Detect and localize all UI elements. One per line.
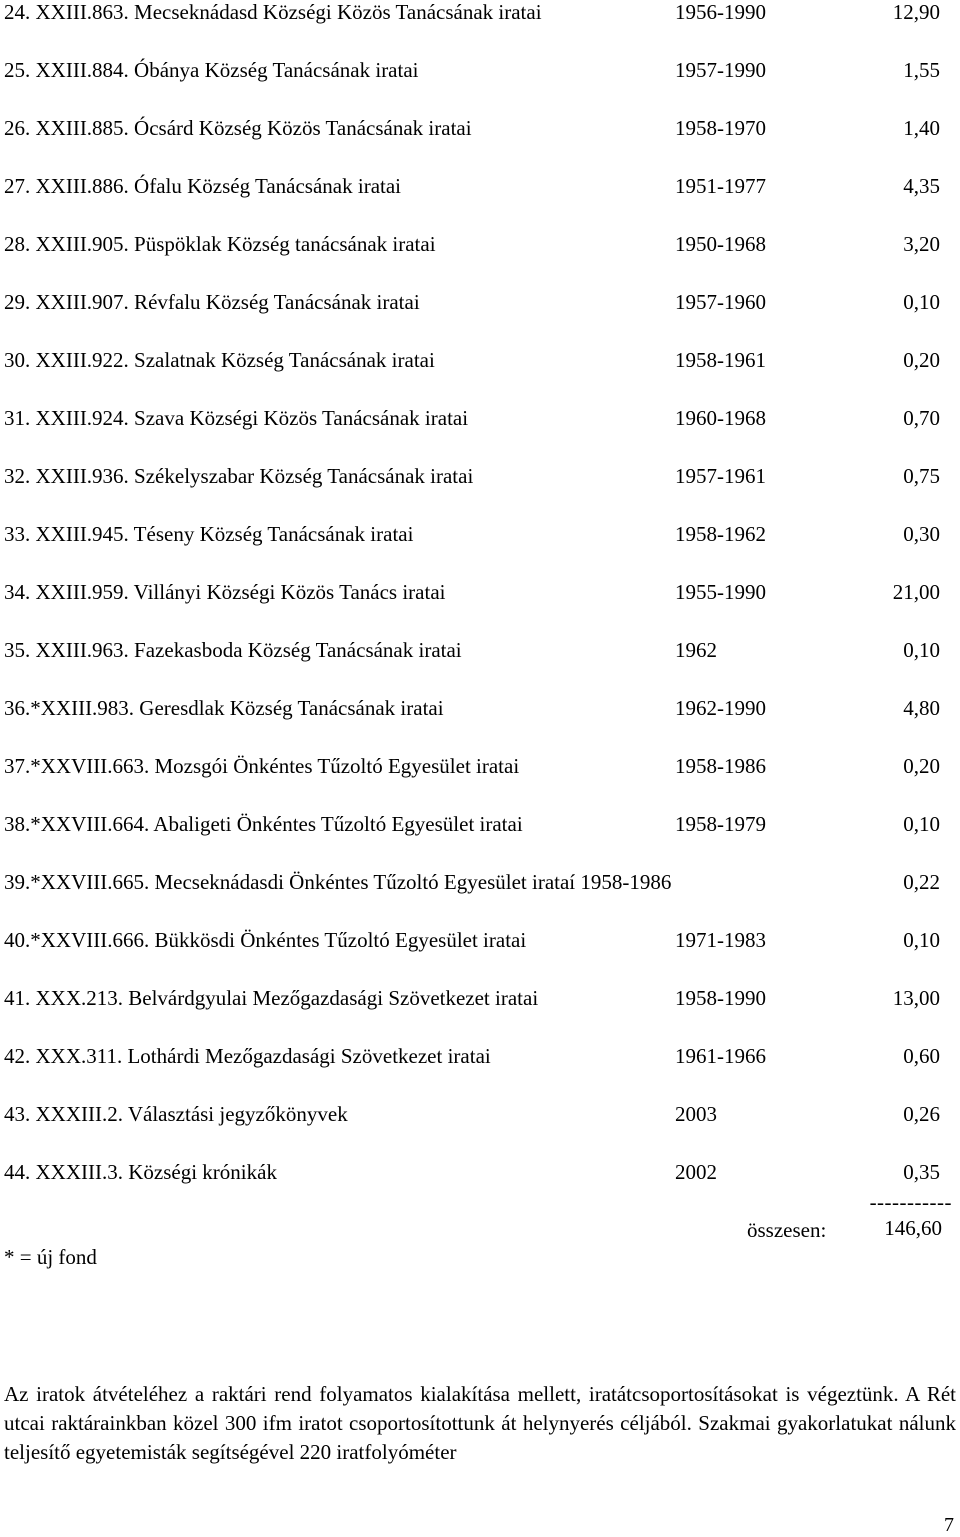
- record-amount: 4,80: [903, 696, 940, 720]
- record-title: 42. XXX.311. Lothárdi Mezőgazdasági Szövetkezet iratai: [4, 1044, 491, 1068]
- record-years: 1958-1970: [675, 116, 766, 140]
- record-title: 35. XXIII.963. Fazekasboda Község Tanácsának iratai: [4, 638, 462, 662]
- record-years: 1960-1968: [675, 406, 766, 430]
- list-item: [0, 635, 960, 665]
- record-years: 2002: [675, 1160, 717, 1184]
- list-item: [0, 751, 960, 781]
- list-item: [0, 0, 960, 27]
- record-years: 1958-1986: [675, 754, 766, 778]
- record-title: 33. XXIII.945. Téseny Község Tanácsának iratai: [4, 522, 414, 546]
- list-item: [0, 983, 960, 1013]
- record-amount: 13,00: [892, 986, 940, 1010]
- record-years: 1958-1979: [675, 812, 766, 836]
- body-paragraph: Az iratok átvételéhez a raktári rend folyamatos kialakítása mellett, iratátcsoportosításokat is végeztünk. A Rét utcai raktárainkban közel 300 ifm iratot csoportosítottunk át helynyerés céljából. Szakmai gyakorlatukat nálunk teljesítő egyetemisták segítségével 220 iratfolyóméter: [4, 1382, 956, 1464]
- record-title: 24. XXIII.863. Mecseknádasd Községi Közös Tanácsának iratai: [4, 0, 542, 24]
- list-item: [0, 693, 960, 723]
- record-title: 34. XXIII.959. Villányi Községi Közös Tanács iratai: [4, 580, 446, 604]
- legend-note: * = új fond: [4, 1245, 97, 1269]
- record-amount: 0,60: [903, 1044, 940, 1068]
- list-item: [0, 809, 960, 839]
- record-amount: 12,90: [892, 0, 940, 24]
- list-item: [0, 55, 960, 85]
- record-amount: 3,20: [903, 232, 940, 256]
- record-title: 38.*XXVIII.664. Abaligeti Önkéntes Tűzoltó Egyesület iratai: [4, 812, 523, 836]
- record-amount: 0,20: [903, 754, 940, 778]
- list-item: [0, 577, 960, 607]
- list-item: [0, 461, 960, 491]
- record-title: 29. XXIII.907. Révfalu Község Tanácsának iratai: [4, 290, 420, 314]
- record-amount: 0,10: [903, 638, 940, 662]
- page-number: 7: [944, 1514, 954, 1536]
- record-title: 27. XXIII.886. Ófalu Község Tanácsának iratai: [4, 174, 402, 198]
- list-item: [0, 925, 960, 955]
- record-years: 1950-1968: [675, 232, 766, 256]
- record-title: 43. XXXIII.2. Választási jegyzőkönyvek: [4, 1102, 348, 1126]
- record-years: 1957-1960: [675, 290, 766, 314]
- list-item: [0, 113, 960, 143]
- record-years: 1962: [675, 638, 717, 662]
- record-amount: 0,20: [903, 348, 940, 372]
- total-label: összesen:: [747, 1218, 827, 1242]
- record-title: 28. XXIII.905. Püspöklak Község tanácsának iratai: [4, 232, 436, 256]
- list-item: [0, 867, 960, 897]
- record-amount: 0,22: [903, 870, 940, 894]
- record-years: 2003: [675, 1102, 717, 1126]
- record-title: 26. XXIII.885. Ócsárd Község Közös Tanácsának iratai: [4, 116, 472, 140]
- record-title: 41. XXX.213. Belvárdgyulai Mezőgazdasági Szövetkezet iratai: [4, 986, 539, 1010]
- record-years: 1958-1990: [675, 986, 766, 1010]
- record-title: 30. XXIII.922. Szalatnak Község Tanácsának iratai: [4, 348, 435, 372]
- record-amount: 0,26: [903, 1102, 940, 1126]
- list-item: [0, 1099, 960, 1129]
- record-amount: 0,10: [903, 812, 940, 836]
- record-title: 44. XXXIII.3. Községi krónikák: [4, 1160, 277, 1184]
- record-amount: 0,75: [903, 464, 940, 488]
- record-amount: 4,35: [903, 174, 940, 198]
- list-item: [0, 403, 960, 433]
- record-years: 1955-1990: [675, 580, 766, 604]
- record-amount: 1,40: [903, 116, 940, 140]
- record-years: 1957-1990: [675, 58, 766, 82]
- record-title: 39.*XXVIII.665. Mecseknádasdi Önkéntes Tűzoltó Egyesület irataí 1958-1986: [4, 870, 672, 894]
- record-amount: 1,55: [903, 58, 940, 82]
- record-amount: 0,10: [903, 290, 940, 314]
- record-years: 1958-1962: [675, 522, 766, 546]
- record-amount: 21,00: [892, 580, 940, 604]
- list-item: [0, 345, 960, 375]
- record-title: 36.*XXIII.983. Geresdlak Község Tanácsának iratai: [4, 696, 444, 720]
- record-amount: 0,10: [903, 928, 940, 952]
- list-item: [0, 287, 960, 317]
- record-years: 1961-1966: [675, 1044, 766, 1068]
- record-amount: 0,35: [903, 1160, 940, 1184]
- record-years: 1971-1983: [675, 928, 766, 952]
- record-title: 32. XXIII.936. Székelyszabar Község Tanácsának iratai: [4, 464, 474, 488]
- list-item: [0, 519, 960, 549]
- list-item: [0, 1157, 960, 1187]
- record-amount: 0,70: [903, 406, 940, 430]
- record-title: 37.*XXVIII.663. Mozsgói Önkéntes Tűzoltó Egyesület iratai: [4, 754, 520, 778]
- record-years: 1957-1961: [675, 464, 766, 488]
- record-years: 1958-1961: [675, 348, 766, 372]
- record-amount: 0,30: [903, 522, 940, 546]
- total-value: 146,60: [884, 1216, 942, 1240]
- total-separator: -----------: [869, 1190, 952, 1214]
- list-item: [0, 229, 960, 259]
- record-years: 1956-1990: [675, 0, 766, 24]
- record-title: 40.*XXVIII.666. Bükkösdi Önkéntes Tűzoltó Egyesület iratai: [4, 928, 527, 952]
- record-years: 1951-1977: [675, 174, 766, 198]
- list-item: [0, 1041, 960, 1071]
- list-item: [0, 171, 960, 201]
- record-years: 1962-1990: [675, 696, 766, 720]
- record-title: 25. XXIII.884. Óbánya Község Tanácsának iratai: [4, 58, 419, 82]
- record-title: 31. XXIII.924. Szava Községi Közös Tanácsának iratai: [4, 406, 469, 430]
